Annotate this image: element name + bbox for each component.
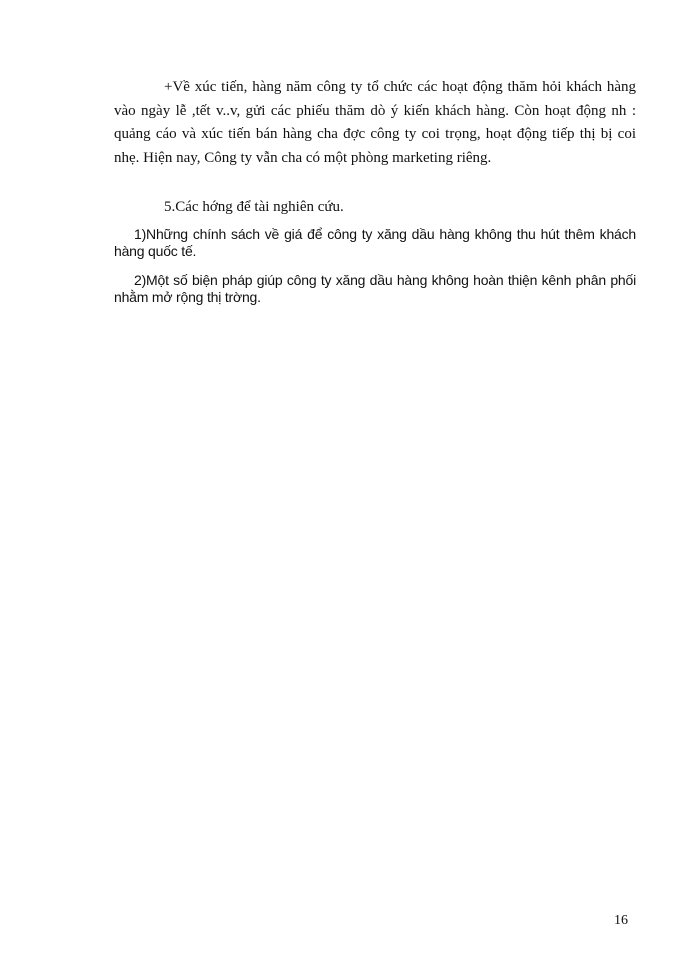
promotion-paragraph: +Về xúc tiến, hàng năm công ty tổ chức các hoạt động thăm hỏi khách hàng vào ngày lễ ,tết v..v, gửi các phiếu thăm dò ý kiến khách hàng. Còn hoạt động nh : quảng cáo và xúc tiến bán hàng cha đợc công ty coi trọng, hoạt động tiếp thị bị coi nhẹ. Hiện nay, Công ty vẫn cha có một phòng marketing riêng. — [114, 79, 636, 166]
research-topic-1: 1)Những chính sách về giá để công ty xăng dầu hàng không thu hút thêm khách hàng quốc tế. — [114, 226, 636, 259]
section-heading: 5.Các hớng để tài nghiên cứu. — [164, 199, 344, 215]
page-number: 16 — [614, 913, 628, 928]
research-topic-2: 2)Một số biện pháp giúp công ty xăng dầu hàng không hoàn thiện kênh phân phối nhằm mở rộng thị trờng. — [114, 272, 636, 305]
